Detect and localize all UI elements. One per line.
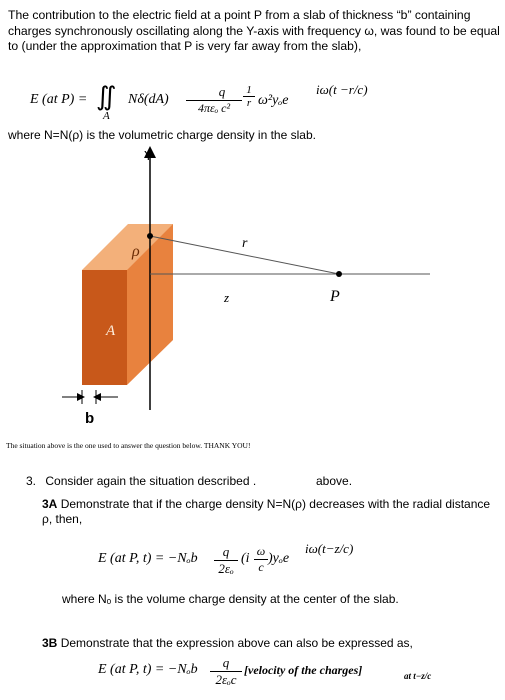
eq3a-mid: (i [241, 551, 250, 566]
eq1-r-den: r [246, 97, 252, 109]
eq3a-exponent: iω(t−z/c) [305, 541, 354, 556]
eq3b-lhs: E (at P, t) = −Nₒb [98, 662, 198, 677]
intro-paragraph: The contribution to the electric field at a point P from a slab of thickness “b” containing charges synchronously oscillating along the Y-axis with frequency ω, was found to be equal to (under the approximation that P is very far away from the slab), [8, 8, 500, 53]
eq3a-frac [214, 544, 238, 577]
q3-number: 3. [26, 474, 37, 488]
q3b-label: 3B [42, 636, 58, 650]
eq3b-frac-num: q [210, 655, 242, 672]
eq1-exponent: iω(t −r/c) [316, 82, 368, 97]
slab-front-lower [82, 270, 127, 385]
where-line-1: where N=N(ρ) is the volumetric charge density in the slab. [8, 128, 316, 142]
q3a-where: where Nₒ is the volume charge density at the center of the slab. [62, 592, 399, 606]
y-axis-label: Y [144, 148, 153, 163]
eq3a-lhs: E (at P, t) = −Nₒb [98, 551, 198, 566]
eq3a-tail: )yₒe [268, 551, 290, 566]
eq3a-w-num: ω [254, 544, 268, 560]
eq3b-bracket: [velocity of the charges] [244, 663, 363, 677]
eq3a-w-frac [254, 544, 268, 575]
question-3 [26, 474, 256, 488]
eq1-r-num: 1 [243, 84, 255, 97]
q3a-label: 3A [42, 497, 58, 511]
eq1-tail: ω²yₒe [258, 93, 289, 108]
double-integral-symbol: ∬ [96, 82, 117, 111]
eq3b-subscript: at t−z/c [404, 671, 432, 681]
r-label: r [242, 236, 248, 251]
figure-caption: The situation above is the one used to answer the question below. THANK YOU! [6, 441, 251, 450]
eq1-term: Nδ(dA) [128, 92, 169, 107]
a-label: A [106, 323, 116, 339]
eq1-frac-den: 4πεₒ c² [197, 101, 231, 115]
eq1-lhs: E (at P) = [30, 92, 88, 107]
eq3b-frac [210, 655, 242, 688]
b-label: b [85, 410, 95, 427]
integral-region: A [103, 110, 110, 122]
charge-point [147, 233, 153, 239]
rho-label: ρ [132, 243, 140, 260]
question-3a [42, 497, 497, 527]
q3-trail: above. [316, 474, 353, 488]
q3b-text: Demonstrate that the expression above can also be expressed as, [60, 636, 413, 650]
question-3b [42, 636, 413, 650]
eq3b-frac-den: 2εₒc [215, 672, 237, 687]
q3-text: Consider again the situation described . [45, 474, 257, 488]
eq3a-w-den: c [258, 560, 264, 574]
eq3a-frac-den: 2εₒ [218, 561, 234, 576]
eq3a-frac-num: q [214, 544, 238, 561]
p-label: P [330, 288, 340, 305]
q3a-text: Demonstrate that if the charge density N=N(ρ) decreases with the radial distance ρ, then, [42, 497, 491, 526]
point-p [336, 271, 342, 277]
z-label: z [224, 290, 230, 305]
eq1-frac-num: q [186, 84, 242, 101]
